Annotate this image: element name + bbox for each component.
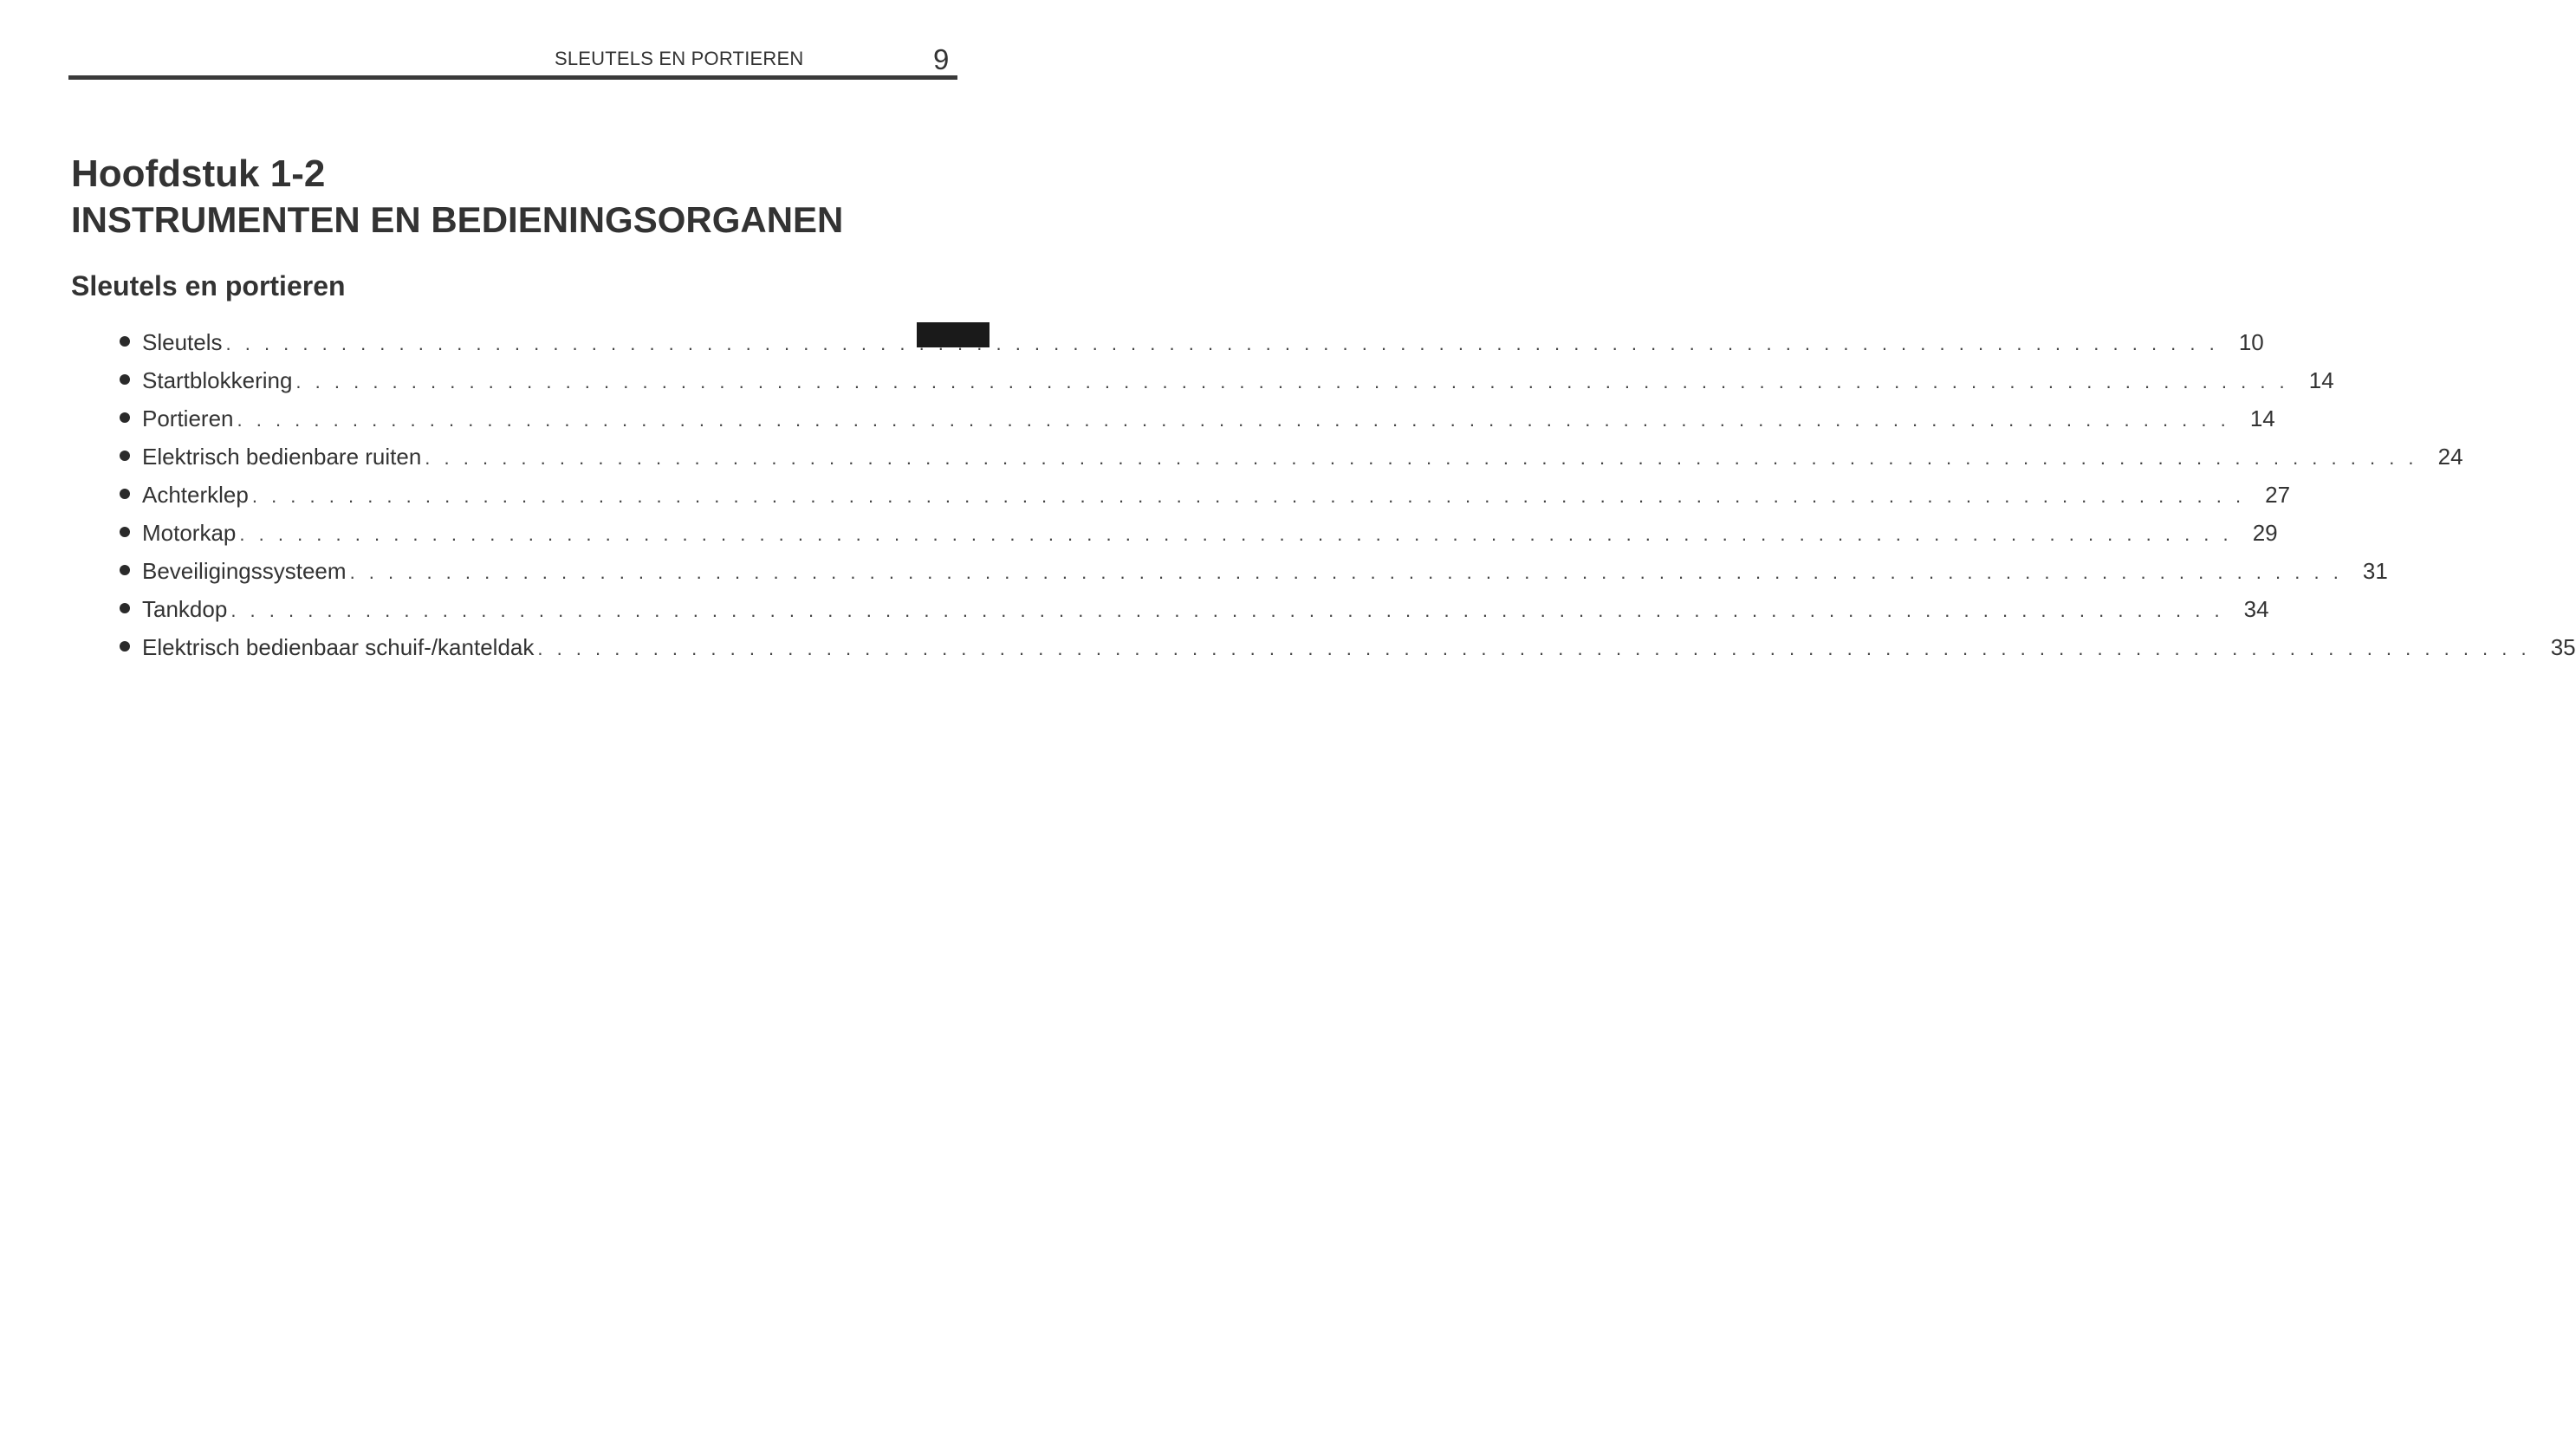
toc-leader-dots: . . . . . . . . . . . . . . . . . . . . . . . . . . . . . . . . . . . . . . . . . . . . . . . . . . . . . . . . . . . . . . . . . . . . . . . . . . . . . . . . . . . . . . . . . . . . . . . . . . . . . . . . bbox=[237, 409, 2230, 431]
section-title: Sleutels en portieren bbox=[71, 270, 346, 302]
toc-item-label: Achterklep bbox=[142, 482, 249, 508]
toc-item-page: 31 bbox=[2362, 558, 2388, 584]
toc-item-page: 35 bbox=[2550, 634, 2576, 660]
table-of-contents bbox=[120, 329, 2576, 672]
toc-item-page: 14 bbox=[2308, 367, 2334, 393]
toc-leader-dots: . . . . . . . . . . . . . . . . . . . . . . . . . . . . . . . . . . . . . . . . . . . . . . . . . . . . . . . . . . . . . . . . . . . . . . . . . . . . . . . . . . . . . . . . . . . . . . . . . . . . . . . . bbox=[349, 561, 2343, 583]
bullet-icon bbox=[120, 374, 130, 385]
toc-item-label: Motorkap bbox=[142, 520, 237, 546]
bullet-icon bbox=[120, 603, 130, 613]
toc-item-page: 24 bbox=[2437, 444, 2463, 470]
toc-item-page: 14 bbox=[2249, 405, 2275, 431]
running-head-title: SLEUTELS EN PORTIEREN bbox=[555, 48, 804, 69]
toc-item[interactable] bbox=[120, 444, 2463, 482]
toc-leader-dots: . . . . . . . . . . . . . . . . . . . . . . . . . . . . . . . . . . . . . . . . . . . . . . . . . . . . . . . . . . . . . . . . . . . . . . . . . . . . . . . . . . . . . . . . . . . . . . . . . . . . . . . . bbox=[425, 447, 2418, 469]
toc-item-label: Elektrisch bedienbare ruiten bbox=[142, 444, 422, 470]
toc-item-label: Sleutels bbox=[142, 329, 223, 355]
toc-item[interactable] bbox=[120, 520, 2278, 558]
bullet-icon bbox=[120, 527, 130, 537]
toc-leader-dots: . . . . . . . . . . . . . . . . . . . . . . . . . . . . . . . . . . . . . . . . . . . . . . . . . . . . . . . . . . . . . . . . . . . . . . . . . . . . . . . . . . . . . . . . . . . . . . . . . . . . . . . . bbox=[537, 638, 2531, 659]
chapter-title: INSTRUMENTEN EN BEDIENINGSORGANEN bbox=[71, 199, 844, 240]
toc-item[interactable] bbox=[120, 634, 2576, 672]
toc-item[interactable] bbox=[120, 405, 2275, 444]
toc-item-label: Portieren bbox=[142, 405, 234, 431]
toc-item-page: 34 bbox=[2243, 596, 2269, 622]
toc-leader-dots: . . . . . . . . . . . . . . . . . . . . . . . . . . . . . . . . . . . . . . . . . . . . . . . . . . . . . . . . . . . . . . . . . . . . . . . . . . . . . . . . . . . . . . . . . . . . . . . . . . . . . . . . bbox=[251, 485, 2246, 507]
toc-item[interactable] bbox=[120, 367, 2334, 405]
toc-leader-dots: . . . . . . . . . . . . . . . . . . . . . . . . . . . . . . . . . . . . . . . . . . . . . . . . . . . . . . . . . . . . . . . . . . . . . . . . . . . . . . . . . . . . . . . . . . . . . . . . . . . . . . . . bbox=[230, 600, 2224, 621]
toc-item-page: 29 bbox=[2252, 520, 2278, 546]
toc-item[interactable] bbox=[120, 558, 2388, 596]
toc-item-page: 27 bbox=[2265, 482, 2291, 508]
toc-item-label: Startblokkering bbox=[142, 367, 293, 393]
toc-item-page: 10 bbox=[2238, 329, 2264, 355]
bullet-icon bbox=[120, 489, 130, 499]
header-rule bbox=[68, 75, 957, 80]
bullet-icon bbox=[120, 336, 130, 347]
chapter-label: Hoofdstuk 1-2 bbox=[71, 152, 326, 195]
bullet-icon bbox=[120, 565, 130, 575]
toc-item-label: Tankdop bbox=[142, 596, 228, 622]
bullet-icon bbox=[120, 412, 130, 423]
bullet-icon bbox=[120, 641, 130, 652]
bullet-icon bbox=[120, 451, 130, 461]
toc-item-label: Elektrisch bedienbaar schuif-/kanteldak bbox=[142, 634, 535, 660]
toc-item-label: Beveiligingssysteem bbox=[142, 558, 347, 584]
toc-item[interactable] bbox=[120, 596, 2269, 634]
toc-item[interactable] bbox=[120, 482, 2291, 520]
page-number: 9 bbox=[933, 43, 950, 75]
toc-leader-dots: . . . . . . . . . . . . . . . . . . . . . . . . . . . . . . . . . . . . . . . . . . . . . . . . . . . . . . . . . . . . . . . . . . . . . . . . . . . . . . . . . . . . . . . . . . . . . . . . . . . . . . . . bbox=[225, 333, 2219, 354]
toc-item[interactable] bbox=[120, 329, 2264, 367]
toc-leader-dots: . . . . . . . . . . . . . . . . . . . . . . . . . . . . . . . . . . . . . . . . . . . . . . . . . . . . . . . . . . . . . . . . . . . . . . . . . . . . . . . . . . . . . . . . . . . . . . . . . . . . . . . . bbox=[295, 371, 2289, 392]
toc-leader-dots: . . . . . . . . . . . . . . . . . . . . . . . . . . . . . . . . . . . . . . . . . . . . . . . . . . . . . . . . . . . . . . . . . . . . . . . . . . . . . . . . . . . . . . . . . . . . . . . . . . . . . . . . bbox=[239, 523, 2233, 545]
